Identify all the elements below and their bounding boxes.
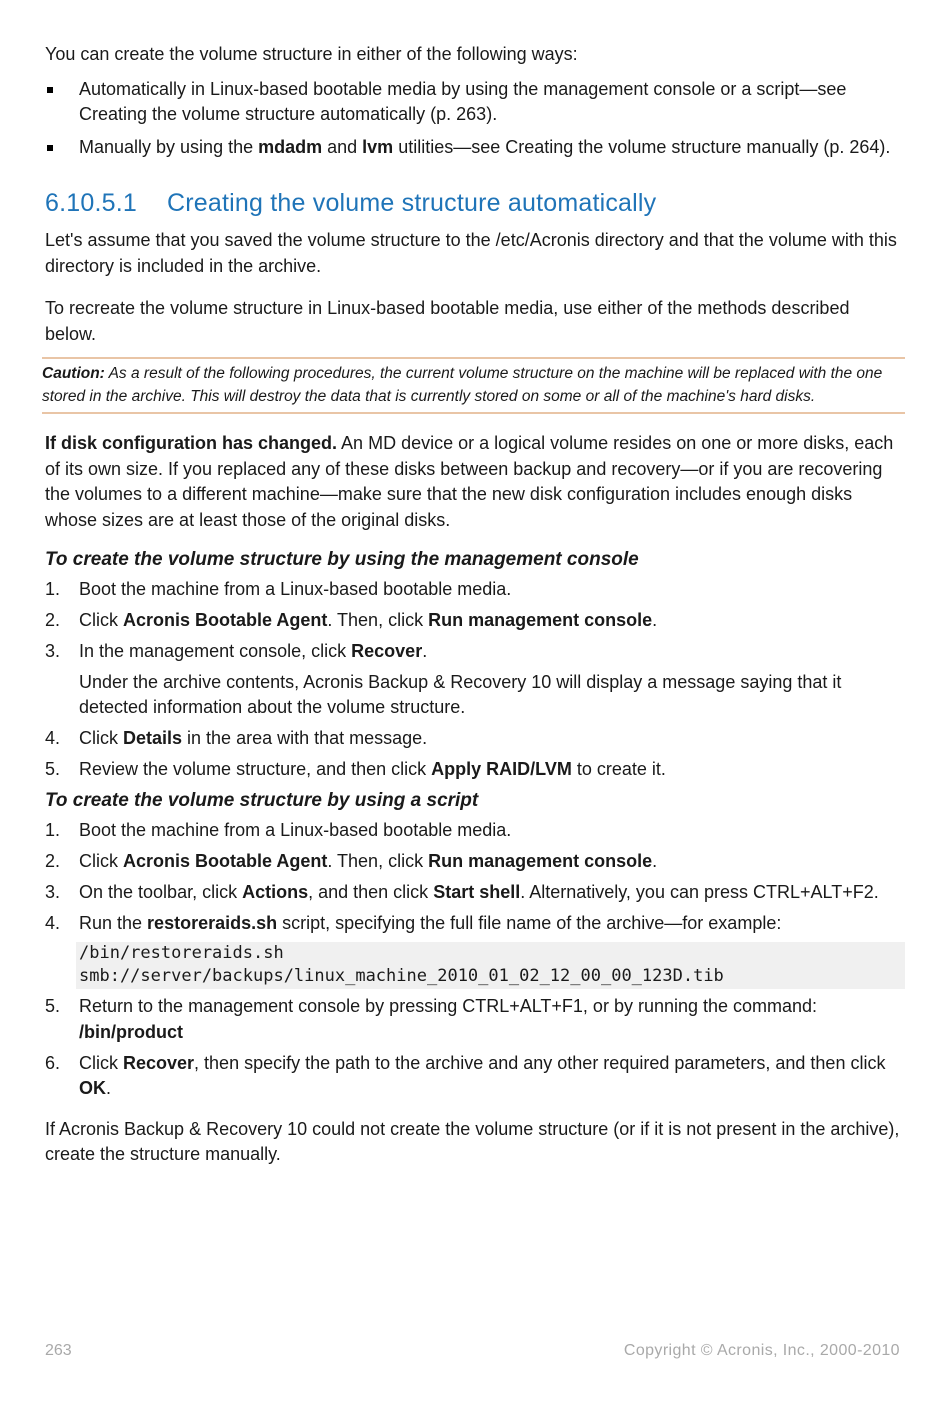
step-text: Boot the machine from a Linux-based bootable media. [79,579,512,599]
step-number: 5. [45,759,61,779]
method-manual-text-post: utilities—see Creating the volume structure manually (p. 264). [393,136,891,157]
console-procedure-steps [45,577,905,783]
step-number: 6. [45,1052,61,1073]
step-bold-term: Recover [351,641,423,661]
step-text: Review the volume structure, and then click [79,759,432,779]
step-number: 4. [45,913,61,933]
methods-list [45,77,905,161]
step-bold-term: Acronis Bootable Agent [123,610,328,630]
copyright-notice: Copyright © Acronis, Inc., 2000-2010 [623,1342,900,1359]
step-bold-term: Recover [123,1052,195,1073]
step-text: Click [79,1052,123,1073]
disk-config-lead: If disk configuration has changed. [45,433,338,453]
mdadm-term: mdadm [258,136,323,157]
step-text: Click [79,610,123,630]
step-text: Click [79,851,123,871]
lvm-term: lvm [362,136,394,157]
console-step-5 [45,757,905,783]
step-bold-term: OK [79,1078,106,1098]
closing-paragraph: If Acronis Backup & Recovery 10 could not create the volume structure (or if it is not present in the archive), create the structure manually. [45,1118,900,1164]
step-text: . [106,1078,112,1098]
caution-label: Caution: [42,365,105,382]
step-bold-term: restoreraids.sh [147,913,278,933]
method-manual-text-pre: Manually by using the [79,136,259,157]
step-text: . [652,851,658,871]
script-procedure-steps [45,818,905,1102]
caution-body: As a result of the following procedures, the current volume structure on the machine will be replaced with the one stored in the archive. This will destroy the data that is currently stored on some or all of the machine's hard disks. [42,365,883,405]
intro-paragraph: You can create the volume structure in either of the following ways: [45,44,578,64]
script-step-6 [45,1051,905,1102]
step-bold-term: Run management console [428,851,653,871]
step-text: On the toolbar, click [79,882,243,902]
script-step-4 [45,911,905,989]
script-step-2 [45,849,905,875]
step-note: Under the archive contents, Acronis Backup & Recovery 10 will display a message saying that it detected information about the volume structure. [79,671,842,717]
caution-text [42,363,905,408]
console-step-1 [45,577,905,603]
step-text: . [422,641,428,661]
step-bold-term: Run management console [428,610,653,630]
step-number: 5. [45,996,61,1016]
step-text: to create it. [571,759,666,779]
step-number: 2. [45,851,61,871]
step-number: 4. [45,728,61,748]
step-number: 3. [45,882,61,902]
console-step-2 [45,608,905,634]
step-text: script, specifying the full file name of the archive—for example: [277,913,782,933]
script-procedure-heading: To create the volume structure by using a script [45,790,479,811]
step-text: Boot the machine from a Linux-based bootable media. [79,820,512,840]
console-step-4 [45,726,905,752]
step-bold-term: Apply RAID/LVM [431,759,572,779]
step-text: Return to the management console by pressing CTRL+ALT+F1, or by running the command: [79,996,818,1016]
section-title: Creating the volume structure automatically [167,189,657,217]
code-block [76,942,905,989]
step-bold-term: Actions [242,882,309,902]
step-bold-term: Acronis Bootable Agent [123,851,328,871]
script-step-5 [45,994,905,1045]
step-number: 1. [45,579,61,599]
method-manual-text-mid: and [322,136,363,157]
step-text: , then specify the path to the archive and any other required parameters, and then click [194,1052,886,1073]
section-heading [45,188,905,218]
step-text: Run the [79,913,148,933]
method-item-automatic [45,77,905,128]
script-step-3 [45,880,905,906]
code-line: /bin/restoreraids.sh [79,942,284,963]
assumption-paragraph: Let's assume that you saved the volume structure to the /etc/Acronis directory and that the volume with this directory is included in the archive. [45,230,897,276]
script-step-1 [45,818,905,844]
code-line: smb://server/backups/linux_machine_2010_01_02_12_00_00_123D.tib [79,965,724,986]
step-text: . Then, click [327,610,429,630]
caution-box [42,357,905,414]
console-step-3 [45,639,905,721]
step-bold-term: Start shell [433,882,521,902]
step-text: In the management console, click [79,641,352,661]
disk-config-paragraph [45,431,905,533]
console-procedure-heading: To create the volume structure by using the management console [45,549,639,570]
step-number: 1. [45,820,61,840]
page-number: 263 [45,1342,72,1359]
bullet-square-icon [47,145,53,151]
page-content [42,42,905,1168]
method-automatic-text: Automatically in Linux-based bootable media by using the management console or a script—see Creating the volume structure automatically (p. 263). [79,78,847,124]
step-bold-term: Details [123,728,183,748]
bullet-square-icon [47,87,53,93]
step-text: Click [79,728,123,748]
step-number: 2. [45,610,61,630]
method-item-manual [45,135,905,161]
methods-paragraph: To recreate the volume structure in Linux-based bootable media, use either of the methods described below. [45,298,850,344]
section-number: 6.10.5.1 [45,189,137,217]
step-text: . Alternatively, you can press CTRL+ALT+F2. [520,882,879,902]
step-bold-term: /bin/product [79,1021,183,1042]
step-text: . Then, click [327,851,429,871]
step-number: 3. [45,641,61,661]
step-text: . [652,610,658,630]
disk-config-body: An MD device or a logical volume resides on one or more disks, each of its own size. If you replaced any of these disks between backup and recovery—or if you are recovering the volumes to a different machine—make sure that the new disk configuration includes enough disks whose sizes are at least those of the original disks. [45,433,894,530]
step-text: , and then click [308,882,434,902]
step-text: in the area with that message. [182,728,428,748]
